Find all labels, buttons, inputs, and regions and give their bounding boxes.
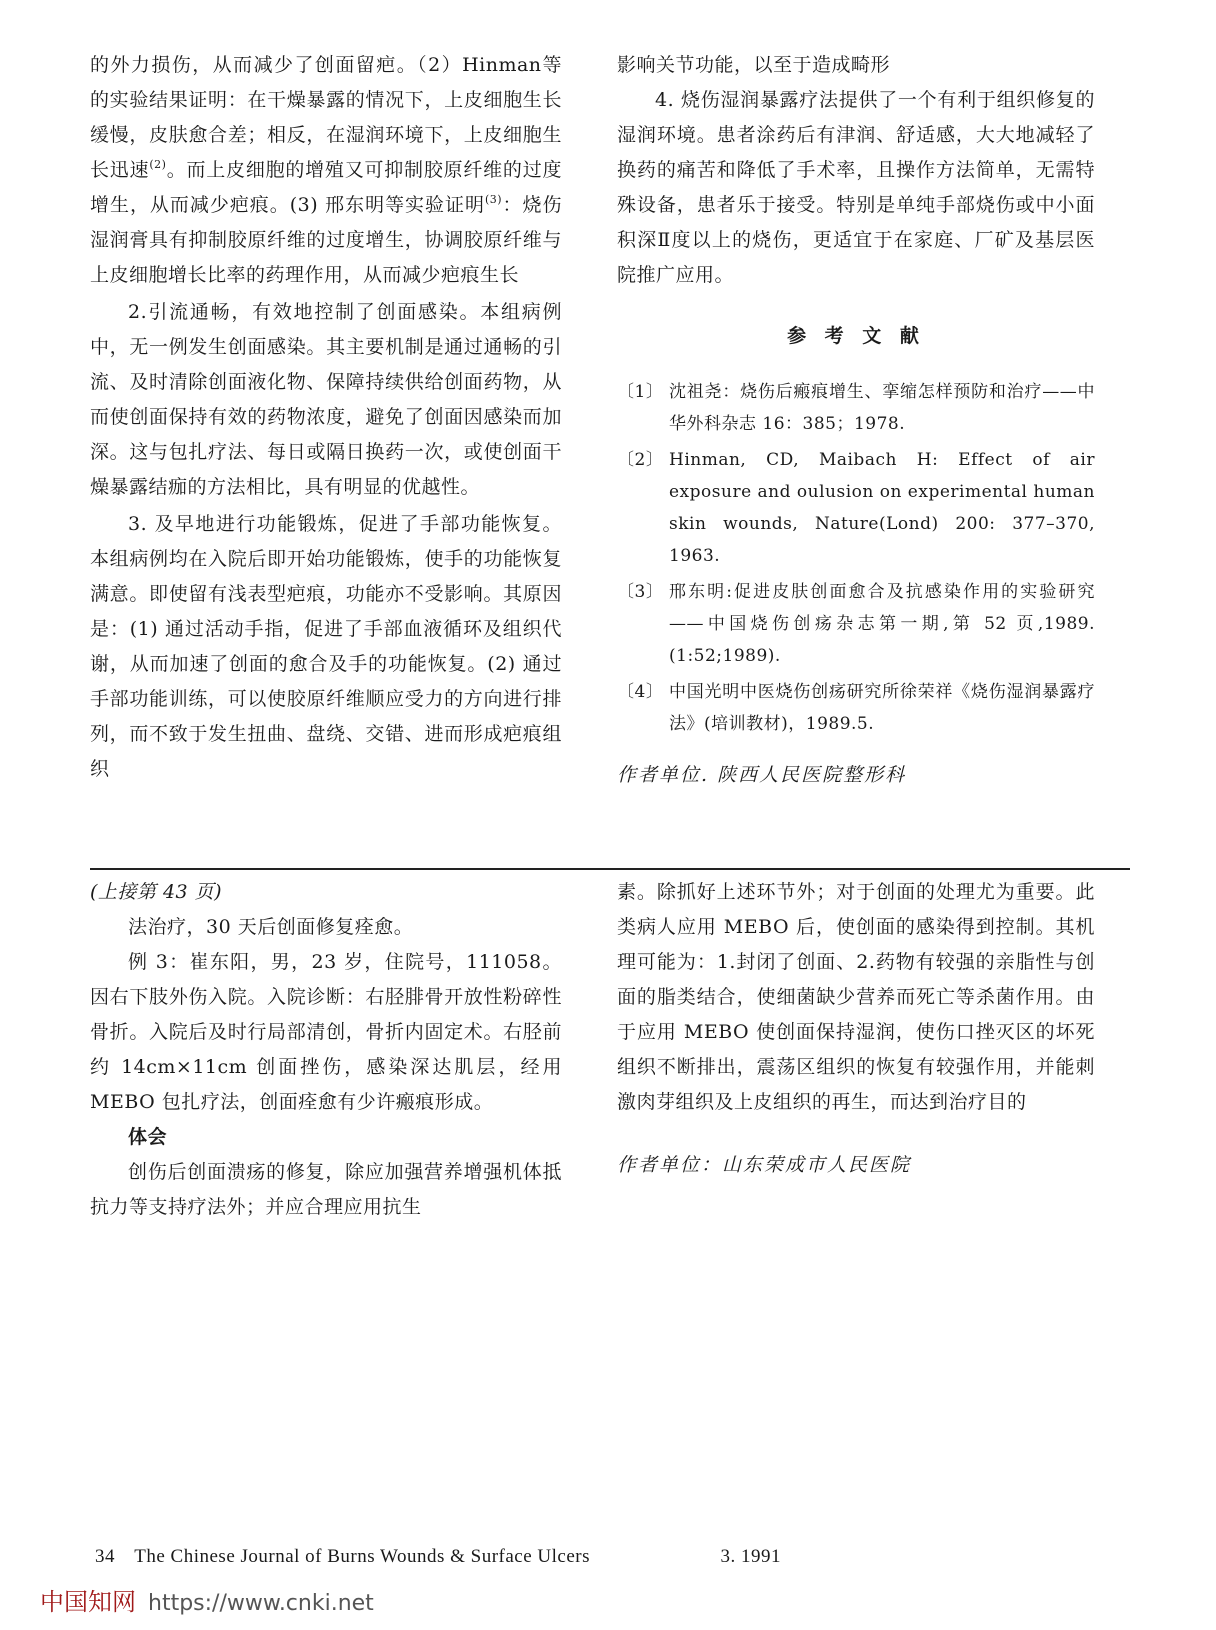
watermark-brand: 中国知网 — [40, 1588, 136, 1616]
reference-list — [617, 376, 1095, 740]
author-affiliation: 作者单位：山东荣成市人民医院 — [617, 1154, 912, 1176]
citation-3: (3) — [484, 193, 503, 206]
reference-item: 〔1〕 沈祖尧：烧伤后瘢痕增生、挛缩怎样预防和治疗——中华外科杂志 16：385；1978. — [617, 382, 1095, 434]
references-heading: 参 考 文 献 — [787, 325, 925, 347]
author-affiliation: 作者单位. 陕西人民医院整形科 — [617, 764, 907, 786]
reference-item: 〔4〕 中国光明中医烧伤创疡研究所徐荣祥《烧伤湿润暴露疗法》(培训教材)，1989.5. — [617, 682, 1095, 734]
paragraph-experience: 创伤后创面溃疡的修复，除应加强营养增强机体抵抗力等支持疗法外；并应合理应用抗生 — [90, 1161, 562, 1218]
section-divider — [90, 868, 1130, 870]
citation-2: (2) — [149, 158, 167, 171]
paragraph-case-3: 例 3：崔东阳，男，23 岁，住院号，111058。因右下肢外伤入院。入院诊断：右胫腓骨开放性粉碎性骨折。入院后及时行局部清创，骨折内固定术。右胫前约 14cm×11cm 创面挫伤，感染深达肌层，经用 MEBO 包扎疗法，创面痊愈有少许瘢痕形成。 — [90, 951, 562, 1113]
paragraph-case-end: 法治疗，30 天后创面修复痊愈。 — [128, 916, 414, 938]
paragraph-joint-function: 影响关节功能，以至于造成畸形 — [617, 54, 891, 76]
paragraph-function-exercise: 3. 及早地进行功能锻炼，促进了手部功能恢复。本组病例均在入院后即开始功能锻炼，使手的功能恢复满意。即使留有浅表型疤痕，功能亦不受影响。其原因是：(1) 通过活动手指，促进了手部血液循环及组织代谢，从而加速了创面的愈合及手的功能恢复。(2) 通过手部功能训练，可以使胶原纤维顺应受力的方向进行排列，而不致于发生扭曲、盘绕、交错、进而形成疤痕组织 — [90, 513, 562, 780]
cnki-watermark — [40, 1582, 374, 1617]
page-footer — [95, 1546, 781, 1568]
issue-number: 3. 1991 — [720, 1546, 782, 1567]
continued-note: (上接第 43 页) — [90, 881, 223, 903]
bottom-right-column — [617, 875, 1095, 1183]
journal-title: The Chinese Journal of Burns Wounds & Surface Ulcers — [134, 1546, 591, 1567]
top-right-column — [617, 48, 1095, 793]
reference-item: 〔3〕 邢东明:促进皮肤创面愈合及抗感染作用的实验研究——中国烧伤创疡杂志第一期,第 52 页,1989.(1:52;1989). — [617, 582, 1095, 666]
page-number: 34 — [95, 1546, 115, 1567]
paragraph-exposure-therapy: 4. 烧伤湿润暴露疗法提供了一个有利于组织修复的湿润环境。患者涂药后有津润、舒适感，大大地减轻了换药的痛苦和降低了手术率，且操作方法简单，无需特殊设备，患者乐于接受。特别是单纯手部烧伤或中小面积深Ⅱ度以上的烧伤，更适宜于在家庭、厂矿及基层医院推广应用。 — [617, 89, 1095, 286]
paragraph-mebo-mechanism: 素。除抓好上述环节外；对于创面的处理尤为重要。此类病人应用 MEBO 后，使创面的感染得到控制。其机理可能为：1.封闭了创面、2.药物有较强的亲脂性与创面的脂类结合，使细菌缺少营养而死亡等杀菌作用。由于应用 MEBO 使创面保持湿润，使伤口挫灭区的坏死组织不断排出，震荡区组织的恢复有较强作用，并能刺激肉芽组织及上皮组织的再生，而达到治疗目的 — [617, 881, 1095, 1113]
section-heading: 体会 — [128, 1126, 168, 1148]
reference-item: 〔2〕 Hinman, CD, Maibach H: Effect of air exposure and oulusion on experimental human skin wounds, Nature(Lond) 200: 377–370, 1963. — [617, 450, 1095, 566]
paragraph-mechanism-1: 的外力损伤，从而减少了创面留疤。（2）Hinman等的实验结果证明：在干燥暴露的情况下，上皮细胞生长缓慢，皮肤愈合差；相反，在湿润环境下，上皮细胞生长迅速$^{(2)}$。而上皮细胞的增殖又可抑制胶原纤维的过度增生，从而减少疤痕。(3) 邢东明等实验证明$^{(3)}$：烧伤湿润膏具有抑制胶原纤维的过度增生，协调胶原纤维与上皮细胞增长比率的药理作用，从而减少疤痕生长 — [90, 54, 562, 286]
bottom-left-column — [90, 875, 562, 1225]
paragraph-drainage: 2.引流通畅，有效地控制了创面感染。本组病例中，无一例发生创面感染。其主要机制是通过通畅的引流、及时清除创面液化物、保障持续供给创面药物，从而使创面保持有效的药物浓度，避免了创面因感染而加深。这与包扎疗法、每日或隔日换药一次，或使创面干燥暴露结痂的方法相比，具有明显的优越性。 — [90, 301, 562, 498]
watermark-url[interactable]: https://www.cnki.net — [148, 1591, 374, 1616]
top-left-column — [90, 48, 562, 787]
